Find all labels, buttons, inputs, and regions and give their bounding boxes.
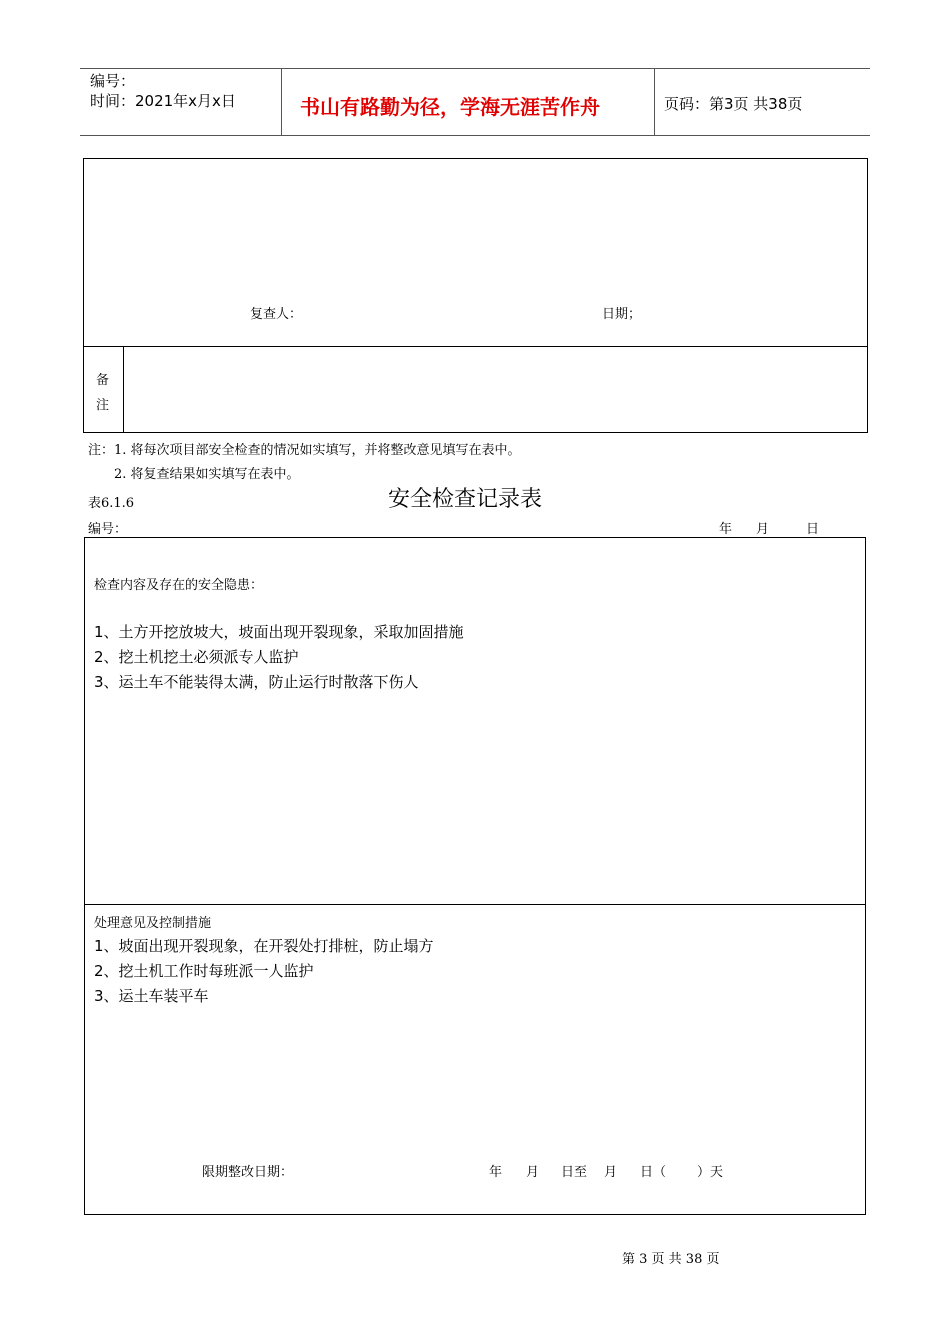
inspection-item-3: 3、运土车不能装得太满，防止运行时散落下伤人	[94, 673, 419, 691]
footer-page-number: 第 3 页 共 38 页	[622, 1252, 720, 1267]
header-divider-right	[654, 68, 655, 136]
form-date-day: 日	[806, 522, 820, 537]
form-date-month: 月	[756, 522, 770, 537]
handling-item-2: 2、挖土机工作时每班派一人监护	[94, 962, 314, 980]
remarks-divider	[123, 346, 124, 433]
review-table-divider	[83, 346, 868, 347]
handling-item-3: 3、运土车装平车	[94, 987, 209, 1005]
remarks-field[interactable]	[125, 348, 865, 431]
inspection-item-2: 2、挖土机挖土必须派专人监护	[94, 648, 299, 666]
handling-heading: 处理意见及控制措施	[94, 916, 212, 931]
review-date-label: 日期；	[602, 307, 642, 322]
deadline-day-open: 日（	[640, 1165, 667, 1180]
form-number-label: 编号：	[88, 522, 128, 537]
form-title: 安全检查记录表	[388, 487, 543, 512]
remarks-label-bottom: 注	[96, 398, 110, 413]
form-date-year: 年	[719, 522, 733, 537]
handling-item-1: 1、坡面出现开裂现象，在开裂处打排桩，防止塌方	[94, 937, 434, 955]
remarks-label-top: 备	[96, 373, 110, 388]
header-bottom-rule	[80, 135, 870, 136]
header-divider-left	[281, 68, 282, 136]
deadline-day-to: 日至	[561, 1165, 588, 1180]
inspection-record-divider	[84, 904, 866, 905]
header-motto: 书山有路勤为径，学海无涯苦作舟	[300, 95, 600, 119]
deadline-label: 限期整改日期：	[202, 1165, 294, 1180]
header-page-info: 页码：第3页 共38页	[664, 95, 803, 113]
reviewer-label: 复查人：	[250, 307, 303, 322]
deadline-year: 年	[489, 1165, 503, 1180]
inspection-heading: 检查内容及存在的安全隐患：	[94, 578, 264, 593]
table-id: 表6.1.6	[88, 496, 135, 511]
deadline-month-2: 月	[604, 1165, 618, 1180]
note-line-1: 注：1. 将每次项目部安全检查的情况如实填写，并将整改意见填写在表中。	[88, 443, 521, 458]
header-top-rule	[80, 68, 870, 69]
inspection-item-1: 1、土方开挖放坡大，坡面出现开裂现象，采取加固措施	[94, 623, 464, 641]
deadline-days-close: ）天	[697, 1165, 724, 1180]
deadline-month: 月	[526, 1165, 540, 1180]
header-time-label: 时间：2021年x月x日	[90, 92, 236, 110]
header-number-label: 编号：	[90, 72, 136, 90]
note-line-2: 2. 将复查结果如实填写在表中。	[114, 467, 300, 482]
